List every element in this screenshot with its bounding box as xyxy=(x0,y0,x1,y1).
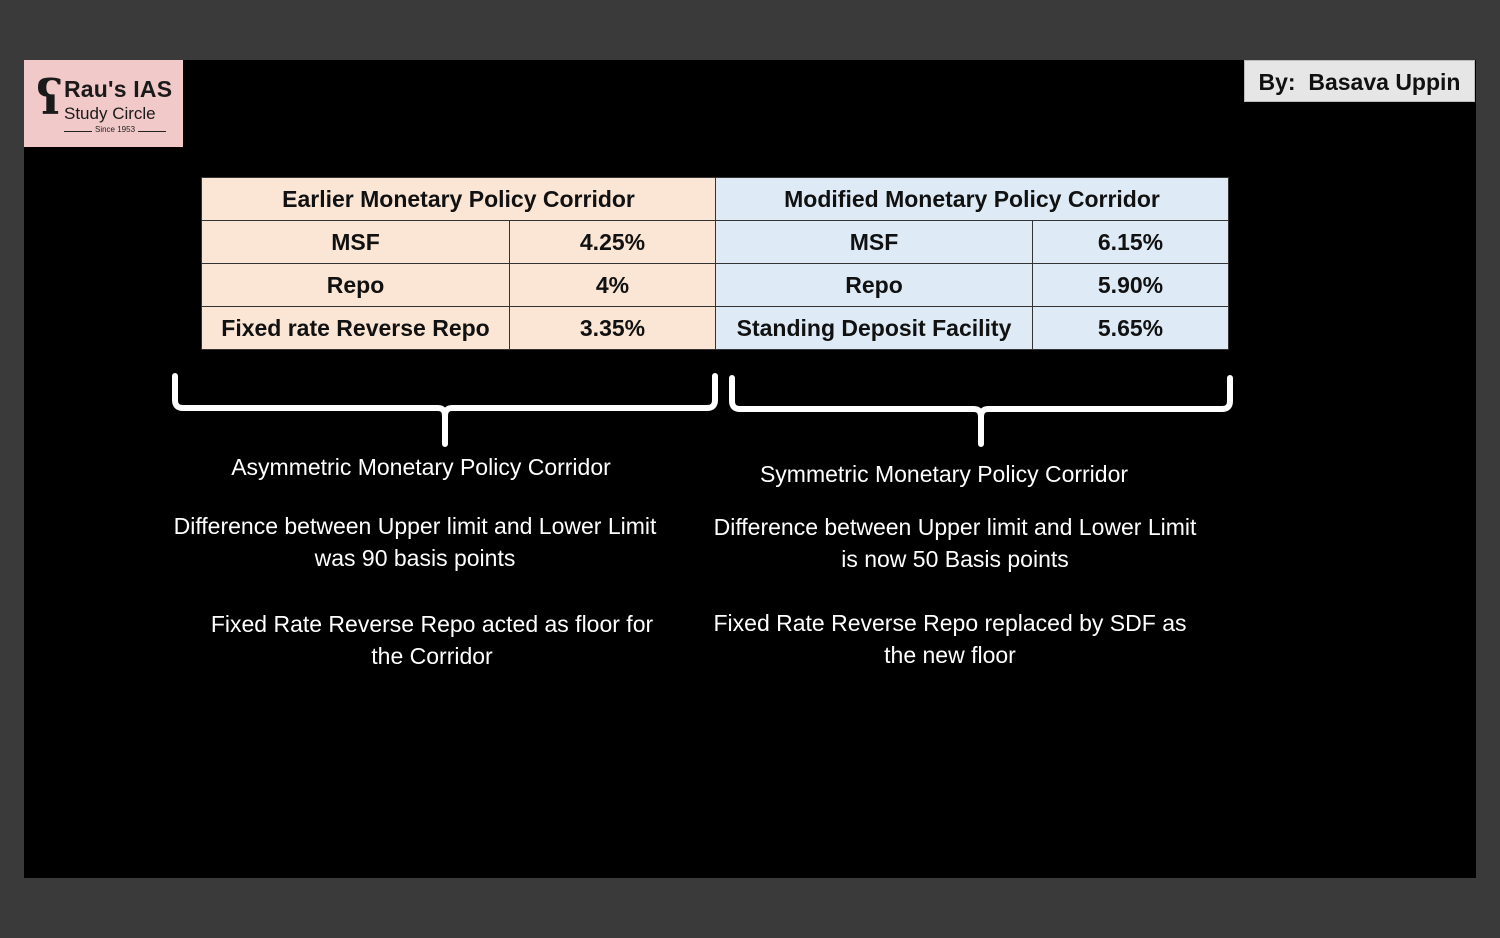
slide xyxy=(24,60,1476,878)
earlier-rate-value: 3.35% xyxy=(510,307,716,350)
modified-rate-value: 5.65% xyxy=(1033,307,1229,350)
right-floor-note: Fixed Rate Reverse Repo replaced by SDF as the new floor xyxy=(713,610,1187,668)
earlier-rate-label: MSF xyxy=(202,221,510,264)
right-brace-icon xyxy=(732,378,1230,444)
earlier-corridor-header: Earlier Monetary Policy Corridor xyxy=(202,178,716,221)
logo-mark-icon: ʕ xyxy=(36,70,63,126)
modified-rate-value: 6.15% xyxy=(1033,221,1229,264)
earlier-rate-label: Fixed rate Reverse Repo xyxy=(202,307,510,350)
right-difference-note: Difference between Upper limit and Lower Limit is now 50 Basis points xyxy=(713,514,1197,572)
modified-rate-value: 5.90% xyxy=(1033,264,1229,307)
logo-name: Rau's IAS xyxy=(64,76,173,102)
modified-rate-label: Repo xyxy=(716,264,1033,307)
modified-corridor-header: Modified Monetary Policy Corridor xyxy=(716,178,1229,221)
logo-subtitle: Study Circle xyxy=(64,104,156,123)
earlier-rate-value: 4% xyxy=(510,264,716,307)
left-brace-icon xyxy=(175,376,715,444)
modified-rate-label: Standing Deposit Facility xyxy=(716,307,1033,350)
left-corridor-title: Asymmetric Monetary Policy Corridor xyxy=(231,454,611,480)
left-difference-note: Difference between Upper limit and Lower Limit was 90 basis points xyxy=(173,513,657,571)
author-badge: By: Basava Uppin xyxy=(1244,60,1475,102)
left-floor-note: Fixed Rate Reverse Repo acted as floor for the Corridor xyxy=(210,611,654,669)
right-corridor-title: Symmetric Monetary Policy Corridor xyxy=(759,461,1129,487)
modified-rate-label: MSF xyxy=(716,221,1033,264)
logo-since: Since 1953 xyxy=(64,125,166,134)
earlier-rate-label: Repo xyxy=(202,264,510,307)
earlier-rate-value: 4.25% xyxy=(510,221,716,264)
